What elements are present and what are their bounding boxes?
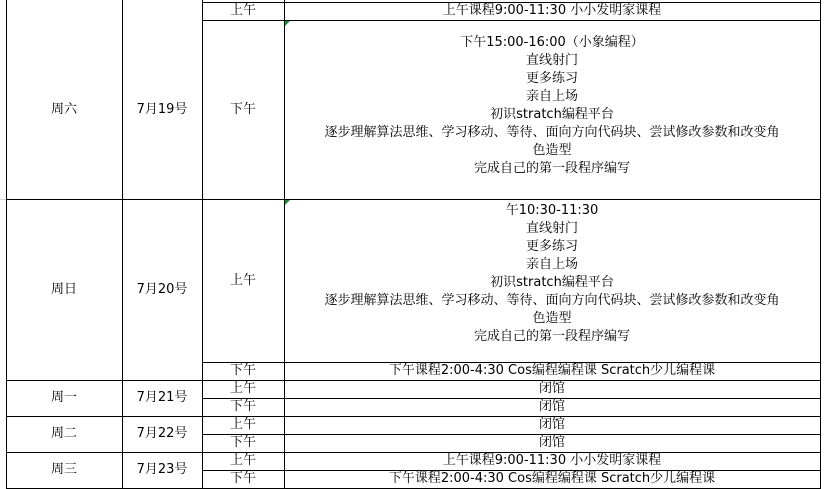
date-label: 7月21号 bbox=[136, 390, 188, 405]
content-line: 亲自上场 bbox=[525, 257, 578, 272]
content-cell[interactable] bbox=[284, 199, 820, 362]
weekday-label: 周三 bbox=[50, 462, 77, 477]
period-label: 下午 bbox=[229, 101, 256, 117]
weekday-label: 周日 bbox=[50, 281, 77, 297]
date-label: 7月19号 bbox=[136, 101, 188, 117]
content-line: 更多练习 bbox=[525, 71, 578, 86]
content-cell[interactable] bbox=[284, 2, 820, 20]
closed-text: 闭馆 bbox=[538, 381, 565, 396]
border bbox=[820, 0, 821, 489]
date-label: 7月22号 bbox=[136, 426, 188, 441]
period-label: 上午 bbox=[229, 272, 256, 288]
period-label: 下午 bbox=[229, 435, 256, 450]
content-line: 逐步理解算法思维、学习移动、等待、面向方向代码块、尝试修改参数和改变角 bbox=[324, 293, 780, 308]
border bbox=[6, 0, 7, 489]
content-line: 下午课程2:00-4:30 Cos编程编程课 Scratch少儿编程课 bbox=[388, 471, 716, 486]
closed-text: 闭馆 bbox=[538, 417, 565, 432]
period-label: 下午 bbox=[229, 471, 256, 486]
border bbox=[202, 2, 821, 3]
weekday-cell[interactable] bbox=[6, 380, 122, 416]
date-cell[interactable] bbox=[122, 452, 202, 488]
date-cell[interactable] bbox=[122, 20, 202, 199]
weekday-cell[interactable] bbox=[6, 416, 122, 452]
border bbox=[202, 434, 821, 435]
closed-text: 闭馆 bbox=[538, 399, 565, 414]
weekday-cell[interactable] bbox=[6, 199, 122, 380]
period-cell[interactable] bbox=[202, 416, 284, 434]
period-label: 下午 bbox=[229, 363, 256, 378]
content-line: 下午课程2:00-4:30 Cos编程编程课 Scratch少儿编程课 bbox=[388, 363, 716, 378]
content-cell[interactable] bbox=[284, 434, 820, 452]
weekday-cell[interactable] bbox=[6, 452, 122, 488]
period-label: 上午 bbox=[229, 417, 256, 432]
weekday-cell[interactable] bbox=[6, 20, 122, 199]
period-cell[interactable] bbox=[202, 380, 284, 398]
content-cell[interactable] bbox=[284, 416, 820, 434]
date-cell[interactable] bbox=[122, 199, 202, 380]
content-cell[interactable] bbox=[284, 452, 820, 470]
border bbox=[122, 0, 123, 489]
weekday-label: 周六 bbox=[50, 101, 77, 117]
border bbox=[6, 199, 821, 200]
content-line: 逐步理解算法思维、学习移动、等待、面向方向代码块、尝试修改参数和改变角 bbox=[324, 125, 780, 140]
date-cell[interactable] bbox=[122, 416, 202, 452]
border bbox=[202, 398, 821, 399]
content-line: 初识stratch编程平台 bbox=[490, 107, 614, 122]
border bbox=[202, 362, 821, 363]
period-cell[interactable] bbox=[202, 2, 284, 20]
content-line: 上午课程9:00-11:30 小小发明家课程 bbox=[442, 453, 662, 468]
closed-text: 闭馆 bbox=[538, 435, 565, 450]
border bbox=[202, 20, 821, 21]
content-line: 更多练习 bbox=[525, 239, 578, 254]
date-label: 7月20号 bbox=[136, 281, 188, 297]
border bbox=[6, 416, 821, 417]
date-label: 7月23号 bbox=[136, 462, 188, 477]
date-cell[interactable] bbox=[122, 380, 202, 416]
period-cell[interactable] bbox=[202, 398, 284, 416]
content-line: 上午课程9:00-11:30 小小发明家课程 bbox=[442, 3, 662, 18]
content-line: 完成自己的第一段程序编写 bbox=[473, 161, 630, 176]
content-line: 色造型 bbox=[532, 311, 572, 326]
content-cell[interactable] bbox=[284, 362, 820, 380]
content-line: 初识stratch编程平台 bbox=[490, 275, 614, 290]
period-label: 上午 bbox=[229, 3, 256, 18]
content-cell[interactable] bbox=[284, 380, 820, 398]
period-label: 上午 bbox=[229, 381, 256, 396]
content-line: 完成自己的第一段程序编写 bbox=[473, 329, 630, 344]
period-label: 下午 bbox=[229, 399, 256, 414]
content-line: 直线射门 bbox=[525, 221, 578, 236]
period-cell[interactable] bbox=[202, 20, 284, 199]
content-line: 亲自上场 bbox=[525, 89, 578, 104]
period-cell[interactable] bbox=[202, 452, 284, 470]
period-cell[interactable] bbox=[202, 199, 284, 362]
border bbox=[202, 470, 821, 471]
border bbox=[202, 0, 203, 489]
weekday-label: 周二 bbox=[50, 426, 77, 441]
content-cell[interactable] bbox=[284, 470, 820, 488]
content-line: 直线射门 bbox=[525, 53, 578, 68]
border bbox=[284, 0, 285, 489]
border bbox=[6, 380, 821, 381]
content-cell[interactable] bbox=[284, 20, 820, 199]
weekday-label: 周一 bbox=[50, 390, 77, 405]
content-line: 下午15:00-16:00（小象编程） bbox=[460, 35, 644, 50]
period-cell[interactable] bbox=[202, 362, 284, 380]
border bbox=[6, 452, 821, 453]
comment-marker-icon bbox=[285, 200, 290, 205]
content-line: 色造型 bbox=[532, 143, 572, 158]
content-line: 午10:30-11:30 bbox=[505, 203, 599, 218]
period-cell[interactable] bbox=[202, 470, 284, 488]
comment-marker-icon bbox=[285, 21, 290, 26]
content-cell[interactable] bbox=[284, 398, 820, 416]
period-label: 上午 bbox=[229, 453, 256, 468]
period-cell[interactable] bbox=[202, 434, 284, 452]
